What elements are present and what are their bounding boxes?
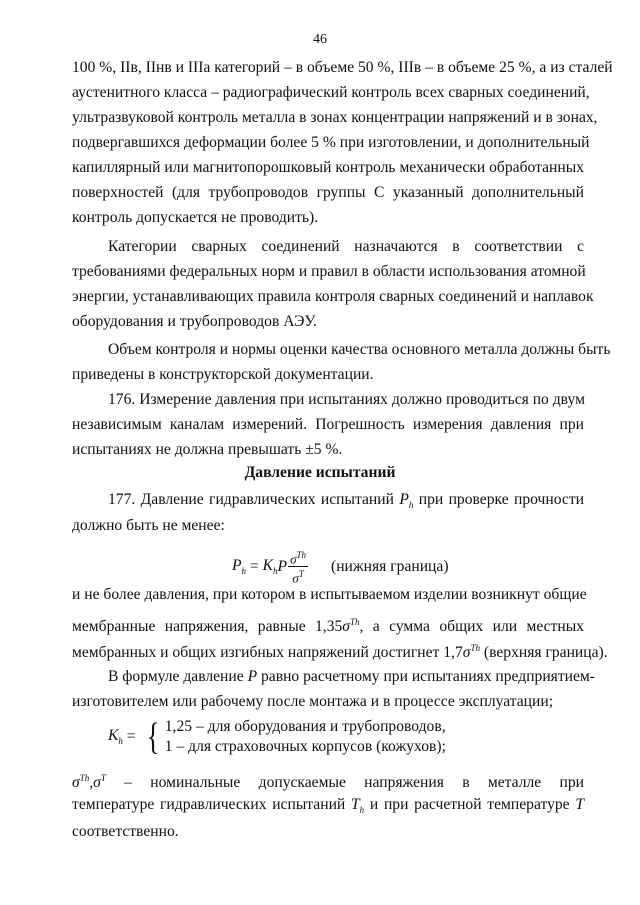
para8-text-b: – номинальные допускаемые напряжения в металле при — [105, 774, 584, 792]
pressure-sub: h — [408, 500, 414, 511]
para8-line3: соответственно. — [72, 823, 179, 840]
para7-p-var: P — [247, 668, 258, 685]
para8-sigma2: ,σ — [89, 774, 101, 792]
formula-lhs — [232, 557, 246, 576]
para6-l3-sigma-symbol: σ — [462, 644, 471, 662]
kh-options — [165, 717, 446, 757]
para2-line3: энергии, устанавливающих правила контроля сварных соединений и наплавок — [72, 288, 594, 305]
para3-line1: Объем контроля и нормы оценки качества основного металла должны быть — [108, 341, 611, 358]
formula-k-symbol: K — [262, 557, 274, 575]
para2-line1: Категории сварных соединений назначаются в соответствии с — [108, 238, 584, 255]
formula-num-sup: Th — [296, 550, 306, 560]
para1-line3: ультразвуковой контроль металла в зонах концентрации напряжений и в зонах, — [72, 109, 598, 126]
para1-line1: 100 %, IIв, IIнв и IIIa категорий – в объеме 50 %, IIIв – в объеме 25 %, а из сталей — [72, 59, 613, 76]
pressure-var — [399, 491, 414, 511]
para7-text-b: равно расчетному при испытаниях предприятием- — [257, 668, 595, 685]
formula-num-symbol: σ — [290, 551, 297, 567]
para7-line1 — [108, 667, 595, 687]
para6-l3-sigma-sup: Th — [470, 643, 480, 653]
kh-symbol: K — [108, 727, 119, 745]
para1-line6: поверхностей (для трубопроводов группы C указанный дополнительный — [72, 184, 584, 201]
formula-den-sup: T — [298, 569, 304, 580]
para7-text-a: В формуле давление — [108, 668, 248, 685]
para6-l2-sigma-symbol: σ — [342, 618, 350, 636]
para7-line2: изготовителем или рабочему после монтажа и в процессе эксплуатации; — [72, 693, 554, 710]
formula-fraction — [288, 548, 308, 586]
para5-line2: должно быть не менее: — [72, 517, 225, 534]
para2-line4: оборудования и трубопроводов АЭУ. — [72, 313, 317, 330]
para6-line3 — [72, 638, 608, 663]
formula-denominator — [292, 567, 303, 585]
para6-l3-text-b: (верхняя граница). — [479, 644, 608, 662]
para8-line1 — [72, 768, 584, 793]
kh-var — [108, 727, 123, 746]
para8-sigma2-sup: T — [100, 773, 106, 783]
para1-line4: подвергавшихся деформации более 5 % при изготовлении, и дополнительный — [72, 134, 590, 151]
page-number: 46 — [313, 32, 327, 47]
para5-line1 — [108, 490, 584, 515]
para5-text-b: при проверке прочности — [413, 491, 584, 508]
brace-icon: { — [146, 716, 160, 758]
para1-line5: капиллярный или магнитопорошковый контроль механически обработанных — [72, 159, 584, 176]
para6-line2 — [72, 612, 584, 637]
kh-sub: h — [118, 736, 123, 747]
para6-l2-sigma-sup: Th — [350, 617, 360, 627]
section-heading: Давление испытаний — [244, 464, 396, 481]
para1-line7: контроль допускается не проводить). — [72, 209, 319, 226]
formula-lhs-symbol: P — [232, 557, 242, 575]
para8-l2-text-a: температуре гидравлических испытаний — [72, 796, 351, 813]
para4-line2: независимым каналам измерений. Погрешность измерения давления при — [72, 416, 584, 433]
kh-option-1: 1,25 – для оборудования и трубопроводов, — [164, 718, 446, 735]
para6-l2-sigma — [342, 618, 359, 635]
para6-l2-text-b: , а сумма общих или местных — [359, 618, 584, 636]
para1-line2: аустенитного класса – радиографический контроль всех сварных соединений, — [72, 84, 590, 101]
para8-l2-text-b: и при расчетной температуре — [364, 796, 576, 813]
para8-sigma1-sup: Th — [79, 773, 90, 783]
para8-th-sub: h — [359, 805, 365, 816]
para8-th-symbol: T — [350, 796, 360, 813]
para8-th-var — [350, 796, 365, 816]
formula-numerator — [288, 548, 308, 567]
formula-equals: = — [246, 557, 263, 575]
para6-l3-sigma — [463, 644, 480, 661]
kh-equals: = — [122, 728, 140, 745]
formula-p: P — [277, 557, 288, 575]
para4-line1: 176. Измерение давления при испытаниях должно проводиться по двум — [108, 391, 585, 408]
kh-option-2: 1 – для страховочных корпусов (кожухов); — [164, 738, 446, 755]
para6-l2-text-a: мембранные напряжения, равные 1,35 — [72, 618, 343, 636]
para8-line2 — [72, 795, 584, 820]
para5-text-a: 177. Давление гидравлических испытаний — [108, 491, 400, 508]
pressure-symbol: P — [399, 491, 409, 508]
para6-line1: и не более давления, при котором в испытываемом изделии возникнут общие — [72, 586, 587, 603]
para2-line2: требованиями федеральных норм и правил в области использования атомной — [72, 263, 586, 280]
para8-sigmas — [72, 774, 106, 791]
para4-line3: испытаниях не должна превышать ±5 %. — [72, 441, 343, 458]
para8-sigma1: σ — [72, 774, 80, 792]
para6-l3-text-a: мембранных и общих изгибных напряжений достигнет 1,7 — [72, 644, 463, 662]
formula-lhs-sub: h — [241, 566, 247, 577]
formula-den-symbol: σ — [292, 570, 299, 586]
formula-k — [263, 557, 278, 576]
formula-k-sub: h — [273, 566, 278, 577]
para8-t-var: T — [575, 796, 584, 813]
test-pressure-formula — [232, 548, 449, 586]
para3-line2: приведены в конструкторской документации. — [72, 366, 374, 383]
formula-note: (нижняя граница) — [331, 557, 449, 575]
kh-definition — [108, 717, 446, 757]
